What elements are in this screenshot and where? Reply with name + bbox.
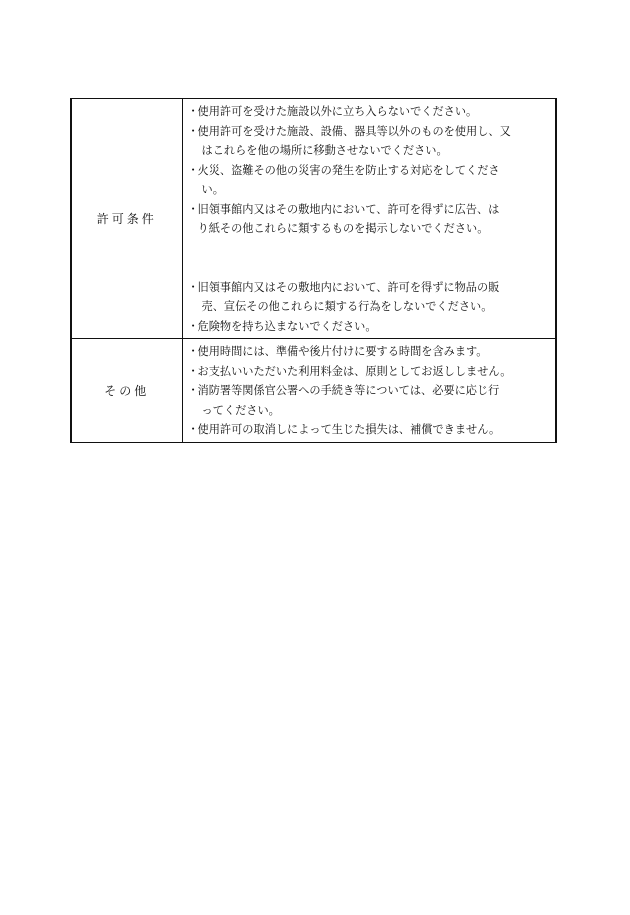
list-item xyxy=(188,122,552,161)
item-line: お支払いいただいた利用料金は、原則としてお返ししません。 xyxy=(197,364,512,378)
item-line: い。 xyxy=(201,183,224,196)
bullet-mark: ・ xyxy=(187,124,199,138)
bullet-mark: ・ xyxy=(187,423,199,436)
conditions-table xyxy=(70,98,557,443)
row-content-permit-conditions xyxy=(182,99,556,339)
list-item xyxy=(188,102,552,122)
list-item xyxy=(188,161,552,200)
item-line: 使用許可を受けた施設、設備、器具等以外のものを使用し、又 xyxy=(197,124,511,138)
other-list xyxy=(188,342,552,440)
bullet-mark: ・ xyxy=(187,202,199,216)
table-row-other xyxy=(71,339,556,443)
row-label-permit-conditions: 許可条件 xyxy=(71,99,182,339)
bullet-mark: ・ xyxy=(187,163,199,177)
item-line: 旧領事館内又はその敷地内において、許可を得ずに物品の販 xyxy=(197,280,500,294)
condition-list xyxy=(188,102,552,336)
row-label-other: その他 xyxy=(71,339,182,443)
list-item xyxy=(188,200,552,239)
table-row-permit-conditions xyxy=(71,99,556,339)
row-content-other xyxy=(182,339,556,443)
list-item xyxy=(188,362,552,382)
item-line: ってください。 xyxy=(201,403,280,417)
list-item xyxy=(188,420,552,440)
item-line: 売、宣伝その他これらに類する行為をしないでください。 xyxy=(201,300,493,313)
item-line: り紙その他これらに類するものを掲示しないでください。 xyxy=(197,222,489,235)
item-line: 危険物を持ち込まないでください。 xyxy=(197,319,377,333)
bullet-mark: ・ xyxy=(187,364,199,378)
bullet-mark: ・ xyxy=(187,105,199,118)
bullet-mark: ・ xyxy=(187,319,199,333)
item-line: 使用時間には、準備や後片付けに要する時間を含みます。 xyxy=(197,345,488,358)
item-line: 旧領事館内又はその敷地内において、許可を得ずに広告、は xyxy=(197,202,500,216)
item-line: はこれらを他の場所に移動させないでください。 xyxy=(201,144,448,157)
item-line: 消防署等関係官公署への手続き等については、必要に応じ行 xyxy=(197,384,500,397)
bullet-mark: ・ xyxy=(187,280,199,294)
item-line: 使用許可を受けた施設以外に立ち入らないでください。 xyxy=(197,105,478,118)
list-item xyxy=(188,381,552,420)
item-line: 使用許可の取消しによって生じた損失は、補償できません。 xyxy=(197,423,501,436)
list-item xyxy=(188,342,552,362)
list-item xyxy=(188,278,552,317)
list-item xyxy=(188,317,552,337)
bullet-mark: ・ xyxy=(187,345,199,358)
item-line: 火災、盗難その他の災害の発生を防止する対応をしてくださ xyxy=(197,163,500,177)
bullet-mark: ・ xyxy=(187,384,199,397)
